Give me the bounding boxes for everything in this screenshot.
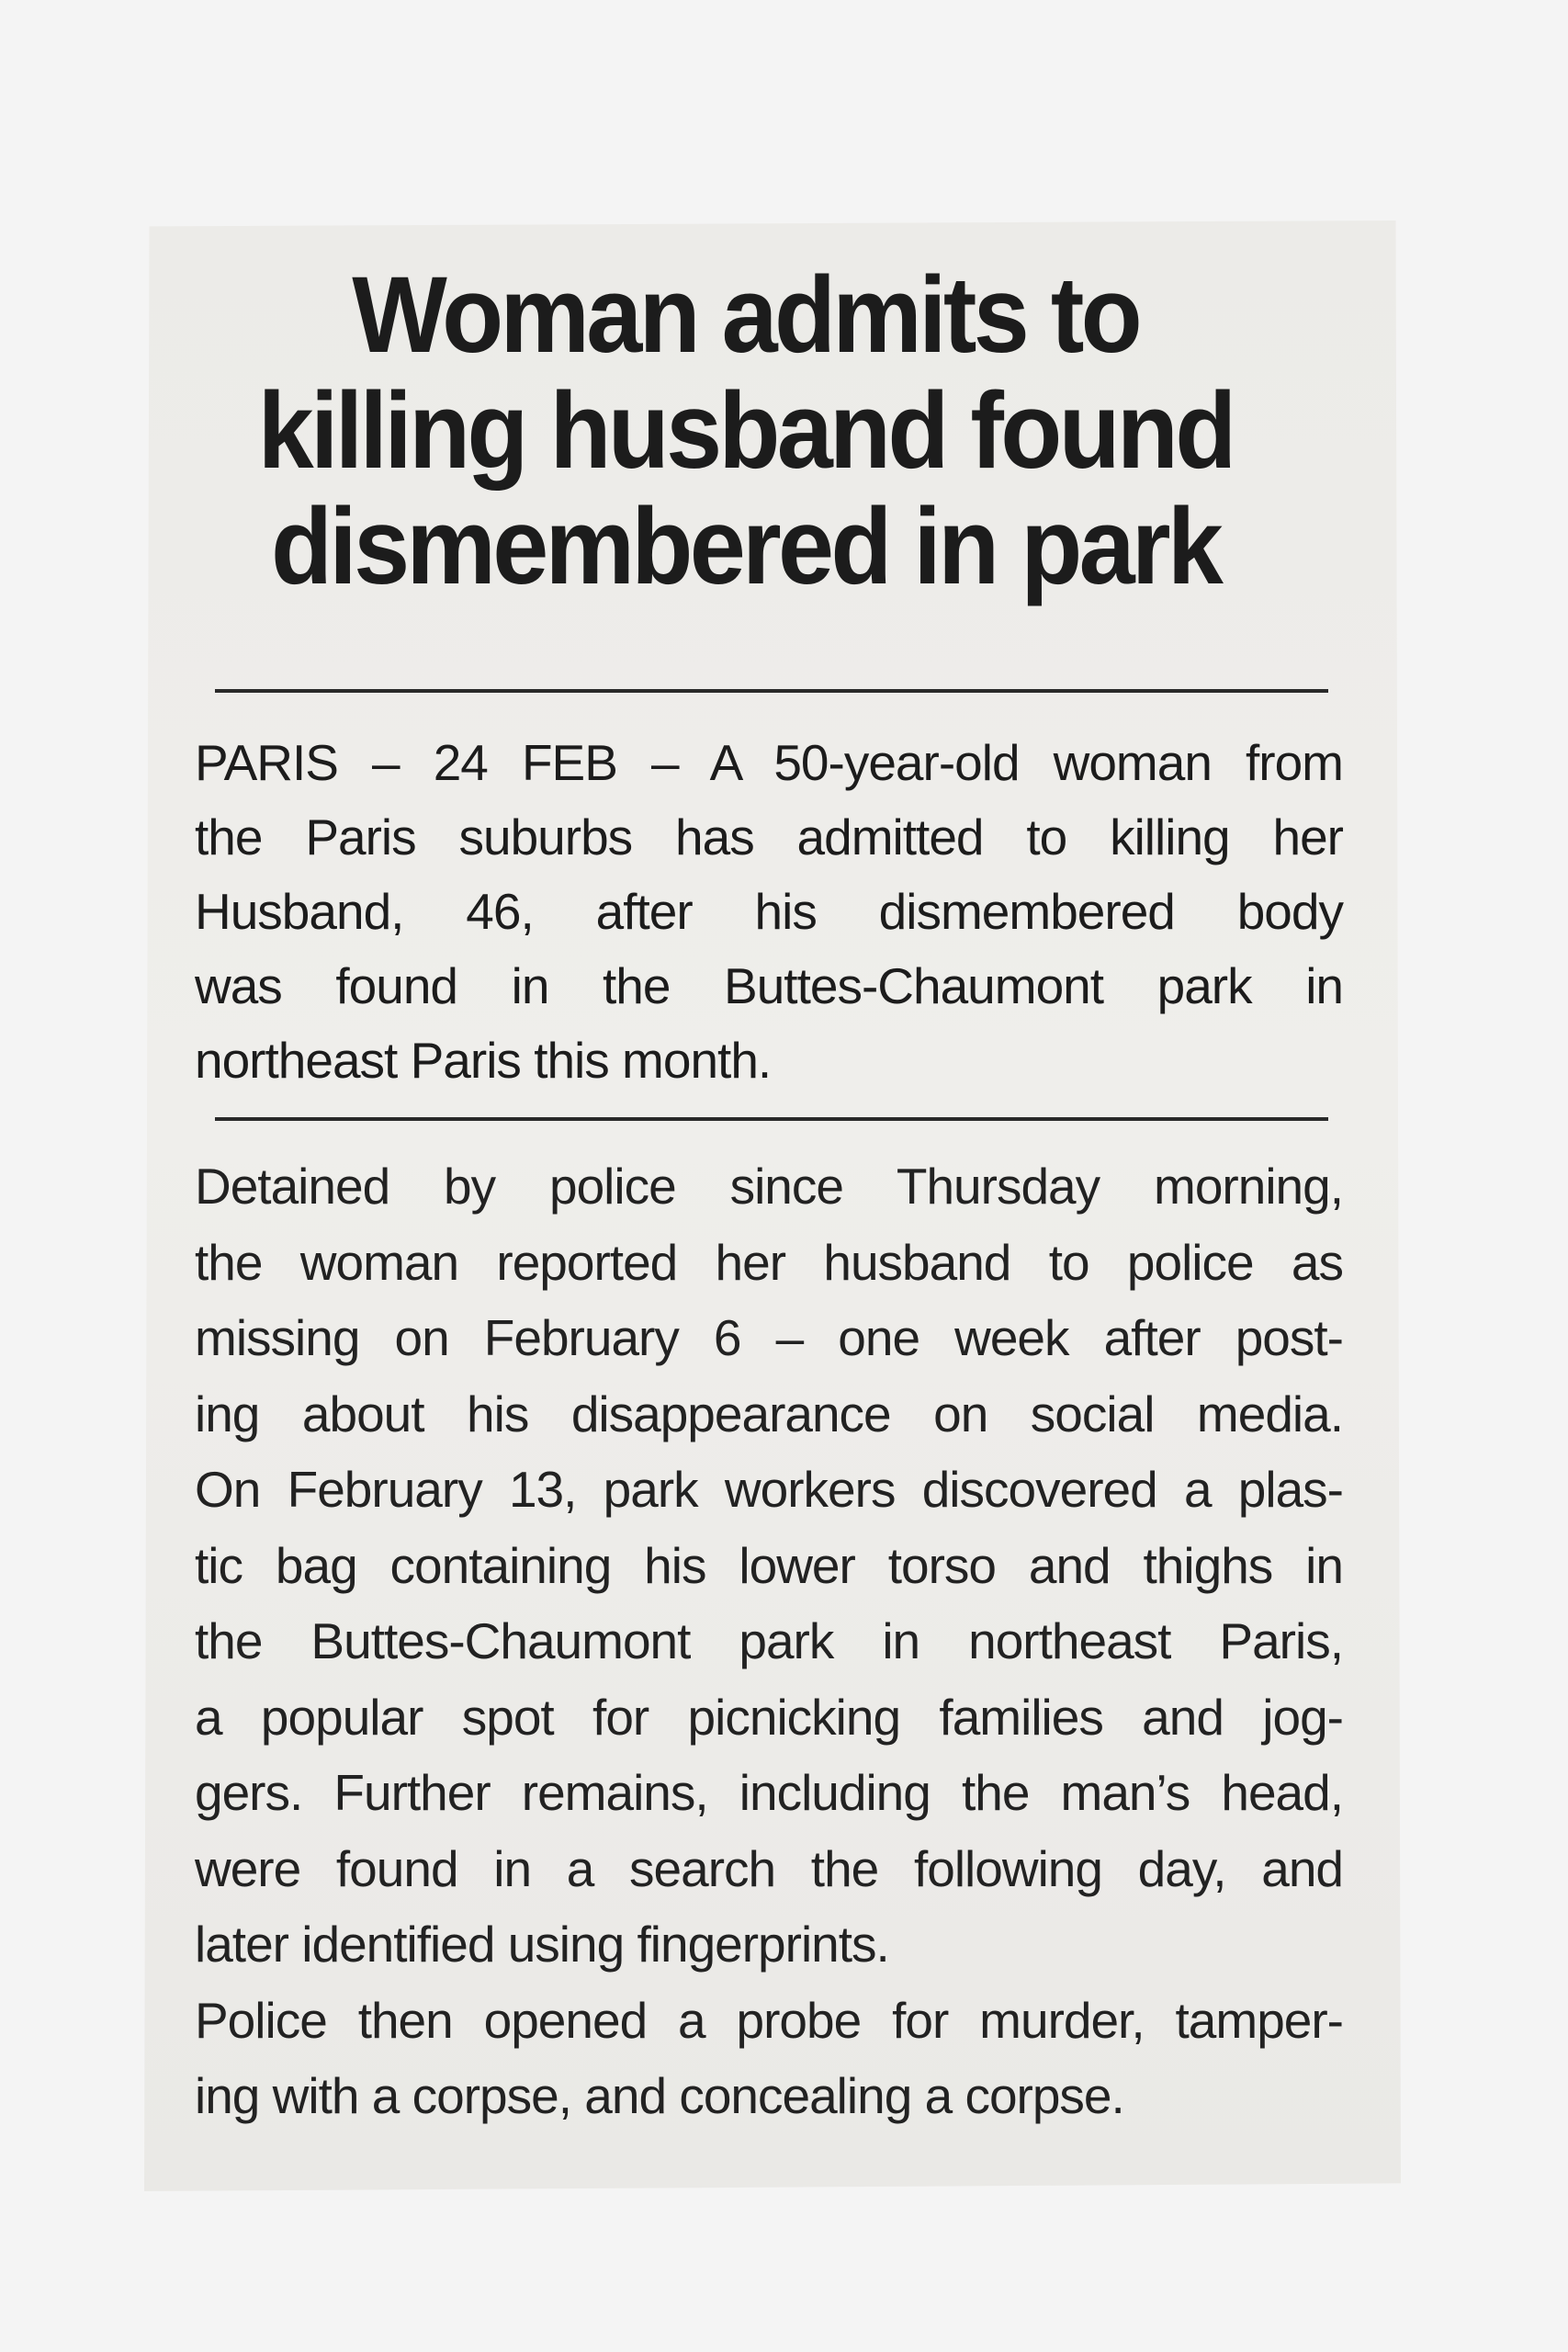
body-line: tic bag containing his lower torso and thighs in bbox=[195, 1536, 1343, 1594]
headline-line-3: dismembered in park bbox=[270, 486, 1221, 607]
lede-line: the Paris suburbs has admitted to killing her bbox=[195, 808, 1343, 865]
body-line: gers. Further remains, including the man’s head, bbox=[195, 1764, 1343, 1821]
headline bbox=[216, 254, 1275, 607]
headline-line-2: killing husband found bbox=[257, 370, 1234, 492]
body-line: ing about his disappearance on social media. bbox=[195, 1385, 1343, 1442]
middle-divider bbox=[215, 1117, 1328, 1121]
body-line: On February 13, park workers discovered a plas- bbox=[195, 1461, 1343, 1518]
lede-line: northeast Paris this month. bbox=[195, 1032, 772, 1089]
lede-line: Husband, 46, after his dismembered body bbox=[195, 883, 1343, 940]
body-line: missing on February 6 – one week after post- bbox=[195, 1309, 1343, 1366]
body-line: were found in a search the following day, and bbox=[195, 1839, 1343, 1897]
body-line: the woman reported her husband to police as bbox=[195, 1233, 1343, 1291]
body-line: a popular spot for picnicking families and jog- bbox=[195, 1688, 1343, 1746]
body-line: Police then opened a probe for murder, tamper- bbox=[195, 1991, 1343, 2049]
lede-paragraph bbox=[195, 726, 1343, 1098]
lede-line: was found in the Buttes-Chaumont park in bbox=[195, 957, 1343, 1014]
body-text bbox=[195, 1148, 1343, 2134]
lede-line: PARIS – 24 FEB – A 50-year-old woman from bbox=[195, 734, 1343, 791]
body-line: ing with a corpse, and concealing a corpse. bbox=[195, 2067, 1124, 2124]
body-line: later identified using fingerprints. bbox=[195, 1916, 889, 1973]
body-line: Detained by police since Thursday morning, bbox=[195, 1158, 1343, 1215]
top-divider bbox=[215, 689, 1328, 693]
body-line: the Buttes-Chaumont park in northeast Paris, bbox=[195, 1612, 1343, 1669]
headline-line-1: Woman admits to bbox=[352, 254, 1139, 376]
